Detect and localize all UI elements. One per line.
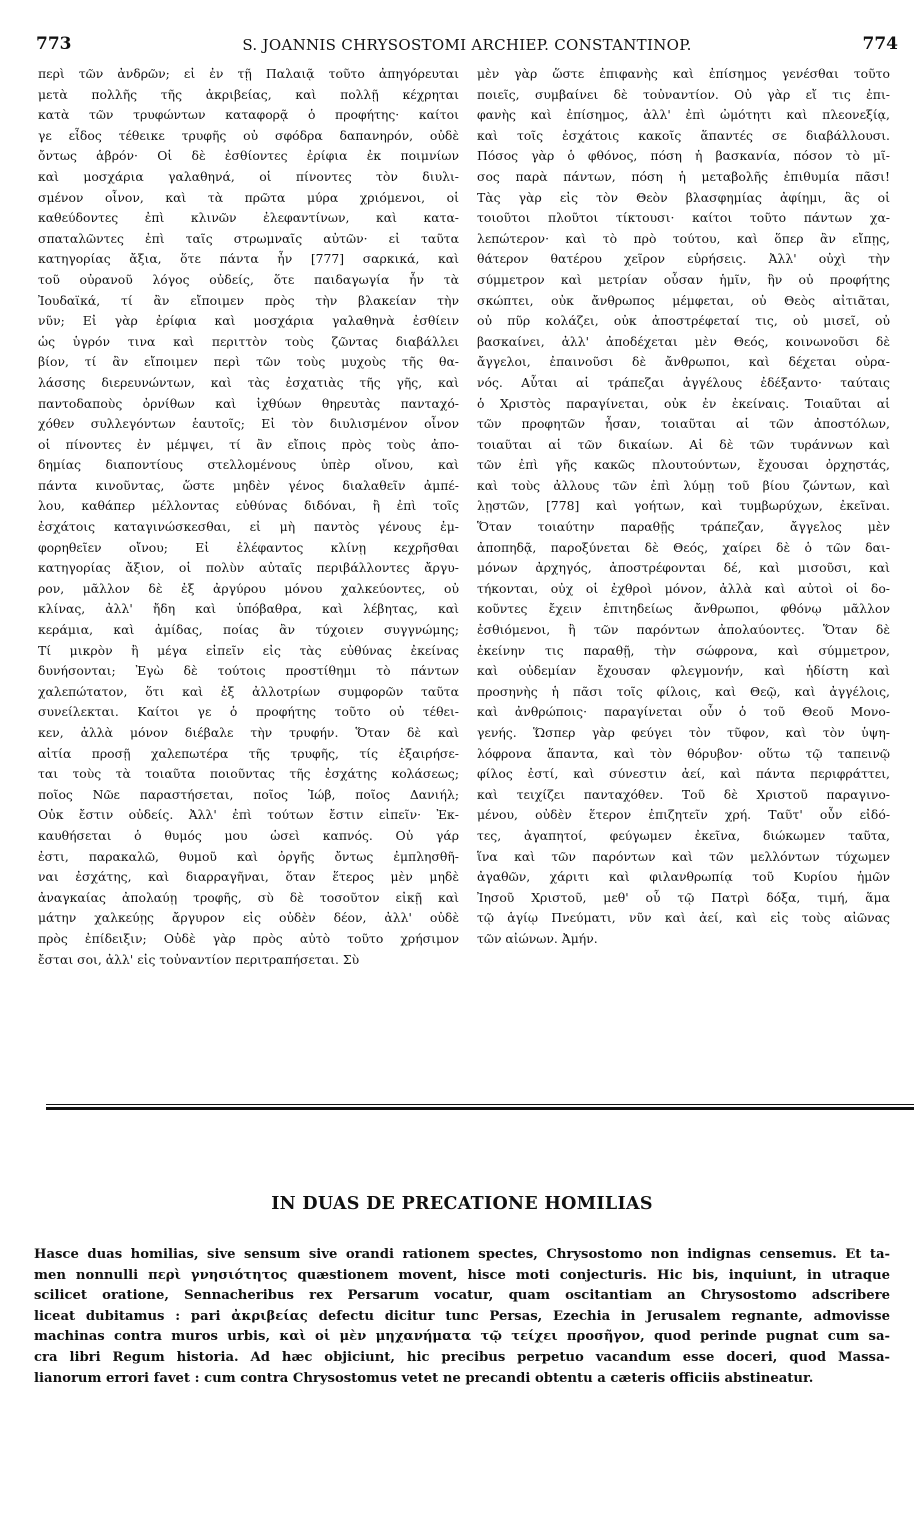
right-column-line: ἄγγελοι, ἐπαινοῦσι δὲ ἄνθρωποι, καὶ δέχεται οὐρα- <box>477 354 890 370</box>
left-column-line: ποῖος Νῶε παραστήσεται, ποῖος Ἰώβ, ποῖος Δανιήλ; <box>38 786 459 802</box>
page-number-left: 773 <box>36 34 72 54</box>
preface-line: machinas contra muros urbis, καὶ οἱ μὲν μηχανήματα τῷ τείχει προσῆγον, quod perinde pugnat cum sa- <box>34 1329 890 1345</box>
right-column-line: τῷ ἁγίῳ Πνεύματι, νῦν καὶ ἀεί, καὶ εἰς τοὺς αἰῶνας <box>477 910 890 926</box>
section-divider-thick <box>46 1107 914 1110</box>
right-column <box>477 64 890 950</box>
right-column-line: θάτερον θατέρου χεῖρον εὑρήσεις. Ἀλλ' οὐχὶ τὴν <box>477 251 890 267</box>
left-column-line: βίον, τί ἂν εἴποιμεν περὶ τῶν τοὺς μυχοὺς τῆς θα- <box>38 354 459 370</box>
preface-paragraph <box>34 1242 890 1386</box>
right-column-line: τῶν προφητῶν ἦσαν, τοιαῦται αἱ τῶν ἀποστόλων, <box>477 416 890 432</box>
right-column-line: μὲν γὰρ ὥστε ἐπιφανὴς καὶ ἐπίσημος γενέσθαι τοῦτο <box>477 66 890 81</box>
left-column-line: κατηγορίας ἄξιον, οἱ πολὺν αὐταῖς περιβάλλοντες ἄργυ- <box>38 560 459 576</box>
right-column-line: βασκαίνει, ἀλλ' ἀποδέχεται μὲν Θεός, κοινωνοῦσι δὲ <box>477 333 890 349</box>
right-column-line: ἵνα καὶ τῶν παρόντων καὶ τῶν μελλόντων τύχωμεν <box>477 848 890 864</box>
left-column-line: περὶ τῶν ἀνδρῶν; εἰ ἐν τῇ Παλαιᾷ τοῦτο ἀπηγόρευται <box>38 66 459 81</box>
right-column-line: ποιεῖς, συμβαίνει δὲ τοὐναντίον. Οὐ γὰρ εἴ τις ἐπι- <box>477 86 890 102</box>
left-column-line: πάντα κινοῦντας, ὥστε μηδὲν γένος διαλαθεῖν ἀμπέ- <box>38 477 459 493</box>
left-column-line: ρον, μᾶλλον δὲ ἐξ ἀργύρου μόνου χαλκεύοντες, οὐ <box>38 580 459 596</box>
left-column-line: δυνήσονται; Ἐγὼ δὲ τούτοις προστίθημι τὸ πάντων <box>38 663 459 679</box>
left-column-line: ἔσται σοι, ἀλλ' εἰς τοὐναντίον περιτραπήσεται. Σὺ <box>38 951 360 967</box>
right-column-line: λεπώτερον· καὶ τὸ πρὸ τούτου, καὶ ὅπερ ἂν εἴπῃς, <box>477 230 890 246</box>
left-column-line: γε εἶδος τέθεικε τρυφῆς οὐ σφόδρα δαπανηρόν, οὐδὲ <box>38 127 459 143</box>
left-column-line: κεν, ἀλλὰ μόνον διέβαλε τὴν τρυφήν. Ὅταν δὲ καὶ <box>38 725 459 740</box>
preface-line: scilicet oratione, Sennacheribus rex Persarum vocatur, quam oscitantiam an Chrysostomo adscribere <box>34 1288 890 1304</box>
left-column-line: Οὐκ ἔστιν οὐδείς. Ἀλλ' ἐπὶ τούτων ἔστιν εἰπεῖν· Ἐκ- <box>38 807 459 823</box>
right-column-line: μένου, οὐδὲν ἕτερον ἐπιζητεῖν χρή. Ταῦτ' οὖν εἰδό- <box>477 807 890 823</box>
right-column-line: τῶν αἰώνων. Ἀμήν. <box>477 930 598 946</box>
preface-line: cra libri Regum historia. Ad hæc objiciunt, hic precibus perpetuo vacandum esse doceri, quod Massa- <box>34 1349 890 1365</box>
right-column-line: σος παρὰ πάντων, πόση ἡ μεταβολῆς ἐπιθυμία πᾶσι! <box>477 168 890 184</box>
right-column-line: προσηνὴς ἡ πᾶσι τοῖς φίλοις, καὶ Θεῷ, καὶ ἀγγέλοις, <box>477 683 890 699</box>
right-column-line: ἐσθιόμενοι, ἢ τῶν παρόντων ἀπολαύοντες. Ὅταν δὲ <box>477 622 890 638</box>
left-column-line: καὶ μοσχάρια γαλαθηνά, οἱ πίνοντες τὸν διυλι- <box>38 168 459 184</box>
right-column-line: καὶ ἀνθρώποις· παραγίνεται οὖν ὁ τοῦ Θεοῦ Μονο- <box>477 704 890 720</box>
left-column-line: κλίνας, ἀλλ' ἤδη καὶ ὑπόβαθρα, καὶ λέβητας, καὶ <box>38 601 459 617</box>
left-column-line: λου, καθάπερ μέλλοντας εὐθύνας διδόναι, ἢ ἐπὶ τοῖς <box>38 498 459 514</box>
left-column-line: ἐστι, παρακαλῶ, θυμοῦ καὶ ὀργῆς ὄντως ἐμπλησθῆ- <box>38 848 459 864</box>
right-column-line: τοιοῦτοι πλοῦτοι τίκτουσι· καίτοι τοῦτο πάντων χα- <box>477 210 890 226</box>
right-column-line: νός. Αὗται αἱ τράπεζαι ἀγγέλους ἐδέξαντο· ταύταις <box>477 374 890 390</box>
right-column-line: καὶ οὐδεμίαν ἔχουσαν φλεγμονήν, καὶ ἡδίστη καὶ <box>477 663 890 679</box>
right-column-line: φίλος ἐστί, καὶ σύνεστιν ἀεί, καὶ πάντα περιφράττει, <box>477 766 890 782</box>
right-column-line: τήκονται, οὐχ οἱ ἐχθροὶ μόνον, ἀλλὰ καὶ αὐτοὶ οἱ δο- <box>477 580 890 596</box>
preface-line: men nonnulli περὶ γνησιότητος quæstionem movent, hisce moti conjecturis. Hic bis, inquiunt, in utraque <box>34 1267 890 1283</box>
left-column-line: Ἰουδαϊκά, τί ἂν εἴποιμεν πρὸς τὴν βλακείαν τὴν <box>38 292 459 308</box>
preface-line: liceat dubitamus : pari ἀκριβείας defectu dicitur tunc Persas, Ezechia in Jerusalem regnante, admovisse <box>34 1308 890 1324</box>
left-column-line: δημίας διαποντίους στελλομένους ὑπὲρ οἴνου, καὶ <box>38 457 459 473</box>
right-column-line: ἐκείνην τις παραθῇ, τὴν σώφρονα, καὶ σύμμετρον, <box>477 642 890 658</box>
left-column-line: ἀναγκαίας ἀπολαύῃ τροφῆς, σὺ δὲ τοσοῦτον εἰκῇ καὶ <box>38 889 459 905</box>
left-column-line: αἰτία προσῇ χαλεπωτέρα τῆς τρυφῆς, τίς ἐξαιρήσε- <box>38 745 459 761</box>
left-column-line: ται τοὺς τὰ τοιαῦτα ποιοῦντας τῆς ἐσχάτης κολάσεως; <box>38 766 459 782</box>
left-column-line: καυθήσεται ὁ θυμός μου ὡσεὶ καπνός. Οὐ γάρ <box>38 827 459 843</box>
left-column-line: κατὰ τῶν τρυφώντων καταφορᾷ ὁ προφήτης· καίτοι <box>38 107 459 123</box>
left-column-line: τοῦ οὐρανοῦ λόγος οὐδείς, ὅτε παιδαγωγία ἦν τὰ <box>38 271 459 287</box>
left-column-line: πρὸς ἐπίδειξιν; Οὐδὲ γὰρ πρὸς αὐτὸ τοῦτο χρήσιμον <box>38 930 459 946</box>
left-column-line: σπαταλῶντες ἐπὶ ταῖς στρωμναῖς αὐτῶν· εἰ ταῦτα <box>38 230 459 246</box>
right-column-line: σκώπτει, οὐκ ἄνθρωπος μέμφεται, οὐ Θεὸς αἰτιᾶται, <box>477 292 890 308</box>
right-column-line: γενής. Ὥσπερ γὰρ φεύγει τὸν τῦφον, καὶ τὸν ὑψη- <box>477 725 890 740</box>
page-header <box>36 34 898 56</box>
section-divider-thin <box>46 1104 914 1105</box>
right-column-line: σύμμετρον καὶ μετρίαν οὖσαν ἡμῖν, ἣν οὐ προφήτης <box>477 271 890 287</box>
left-column-line: σμένον οἶνον, καὶ τὰ πρῶτα μύρα χριόμενοι, οἱ <box>38 189 459 205</box>
left-column-line: μετὰ πολλῆς τῆς ἀκριβείας, καὶ πολλῇ κέχρηται <box>38 86 459 102</box>
left-column-line: λάσσης διερευνώντων, καὶ τὰς ἐσχατιὰς τῆς γῆς, καὶ <box>38 374 459 390</box>
left-column-line: ὄντως ἁβρόν· Οἱ δὲ ἐσθίοντες ἐρίφια ἐκ ποιμνίων <box>38 148 459 164</box>
right-column-line: Πόσος γὰρ ὁ φθόνος, πόση ἡ βασκανία, πόσον τὸ μῖ- <box>477 148 890 164</box>
left-column-line: Τί μικρὸν ἢ μέγα εἰπεῖν εἰς τὰς εὐθύνας ἐκείνας <box>38 642 459 658</box>
left-column-line: καθεύδοντες ἐπὶ κλινῶν ἐλεφαντίνων, καὶ κατα- <box>38 210 459 226</box>
right-column-line: Ἰησοῦ Χριστοῦ, μεθ' οὗ τῷ Πατρὶ δόξα, τιμή, ἅμα <box>477 889 890 905</box>
left-column-line: ναι ἐσχάτης, καὶ διαρραγῆναι, ὅταν ἕτερος μὲν μηδὲ <box>38 869 459 885</box>
right-column-line: τῶν ἐπὶ γῆς κακῶς πλουτούντων, ἔχουσαι ὀρχηστάς, <box>477 457 890 473</box>
right-column-line: τοιαῦται αἱ τῶν δικαίων. Αἱ δὲ τῶν τυράννων καὶ <box>477 436 890 452</box>
right-column-line: Ὅταν τοιαύτην παραθῇς τράπεζαν, ἄγγελος μὲν <box>477 519 890 535</box>
left-column-line: ἐσχάτοις καταγινώσκεσθαι, εἰ μὴ παντὸς γένους ἐμ- <box>38 519 459 535</box>
right-column-line: καὶ τειχίζει πανταχόθεν. Τοῦ δὲ Χριστοῦ παραγινο- <box>477 786 890 802</box>
right-column-line: ὁ Χριστὸς παραγίνεται, οὐκ ἐν ἐκείναις. Τοιαῦται αἱ <box>477 395 890 411</box>
left-column-line: οἱ πίνοντες ἐν μέμψει, τί ἂν εἴποις πρὸς τοὺς ἀπο- <box>38 436 459 452</box>
right-column-line: λόφρονα ἅπαντα, καὶ τὸν θόρυβον· οὕτω τῷ ταπεινῷ <box>477 745 890 761</box>
preface-line: Hasce duas homilias, sive sensum sive orandi rationem spectes, Chrysostomo non indignas censemus. Et ta- <box>34 1247 890 1262</box>
preface-line: lianorum errori favet : cum contra Chrysostomus vetet ne precandi obtentu a cæteris officiis abstineatur. <box>34 1370 814 1386</box>
left-column-line: συνείλεκται. Καίτοι γε ὁ προφήτης τοῦτο οὐ τέθει- <box>38 704 459 720</box>
right-column-line: καὶ τοὺς ἀλλους τῶν ἐπὶ λύμῃ τοῦ βίου ζώντων, καὶ <box>477 477 890 493</box>
right-column-line: ἀποπηδᾷ, παροξύνεται δὲ Θεός, χαίρει δὲ ὁ τῶν δαι- <box>477 539 890 555</box>
left-column-line: χόθεν συλλεγόντων ἑαυτοῖς; Εἰ τὸν διυλισμένον οἶνον <box>38 416 459 432</box>
left-column <box>38 64 459 970</box>
right-column-line: φανὴς καὶ ἐπίσημος, ἀλλ' ἐπὶ ὠμότητι καὶ πλεονεξίᾳ, <box>477 107 890 123</box>
right-column-line: καὶ τοῖς ἐσχάτοις κακοῖς ἅπαντές σε διαβάλλουσι. <box>477 127 890 143</box>
section-title: IN DUAS DE PRECATIONE HOMILIAS <box>271 1194 653 1214</box>
running-title: S. JOANNIS CHRYSOSTOMI ARCHIEP. CONSTANTINOP. <box>242 36 692 54</box>
right-column-line: Τὰς γὰρ εἰς τὸν Θεὸν βλασφημίας ἀφίημι, ἃς οἱ <box>477 189 890 205</box>
right-column-line: λῃστῶν, [778] καὶ γοήτων, καὶ τυμβωρύχων, ἐκεῖναι. <box>477 498 890 514</box>
right-column-line: ἀγαθῶν, χάριτι καὶ φιλανθρωπίᾳ τοῦ Κυρίου ἡμῶν <box>477 869 890 885</box>
right-column-line: μόνων ἀρχηγός, ἀποστρέφονται δέ, καὶ μισοῦσι, καὶ <box>477 560 890 576</box>
right-column-line: τες, ἀγαπητοί, φεύγωμεν ἐκεῖνα, διώκωμεν ταῦτα, <box>477 827 890 843</box>
left-column-line: παντοδαποὺς ὀρνίθων καὶ ἰχθύων θηρευτὰς πανταχό- <box>38 395 459 411</box>
right-column-line: οὐ πῦρ κολάζει, οὐκ ἀποστρέφεταί τις, οὐ μισεῖ, οὐ <box>477 313 890 329</box>
left-column-line: φορηθεῖεν οἴνου; Εἰ ἐλέφαντος κλίνῃ κεχρῆσθαι <box>38 539 459 555</box>
right-column-line: κοῦντες ἔχειν ἐπιτηδείως ἄνθρωποι, φθόνῳ μᾶλλον <box>477 601 890 617</box>
left-column-line: ὡς ὑγρόν τινα καὶ περιττὸν τοὺς ζῶντας διαβάλλει <box>38 333 459 349</box>
page-number-right: 774 <box>862 34 898 54</box>
left-column-line: χαλεπώτατον, ὅτι καὶ ἐξ ἀλλοτρίων συμφορῶν ταῦτα <box>38 683 459 699</box>
left-column-line: κεράμια, καὶ ἀμίδας, ποίας ἂν τύχοιεν συγγνώμης; <box>38 622 459 638</box>
left-column-line: μάτην χαλκεύῃς ἄργυρον εἰς οὐδὲν δέον, ἀλλ' οὐδὲ <box>38 910 459 926</box>
left-column-line: νῦν; Εἰ γὰρ ἐρίφια καὶ μοσχάρια γαλαθηνὰ ἐσθίειν <box>38 313 459 329</box>
left-column-line: κατηγορίας ἄξια, ὅτε πάντα ἦν [777] σαρκικά, καὶ <box>38 251 459 267</box>
